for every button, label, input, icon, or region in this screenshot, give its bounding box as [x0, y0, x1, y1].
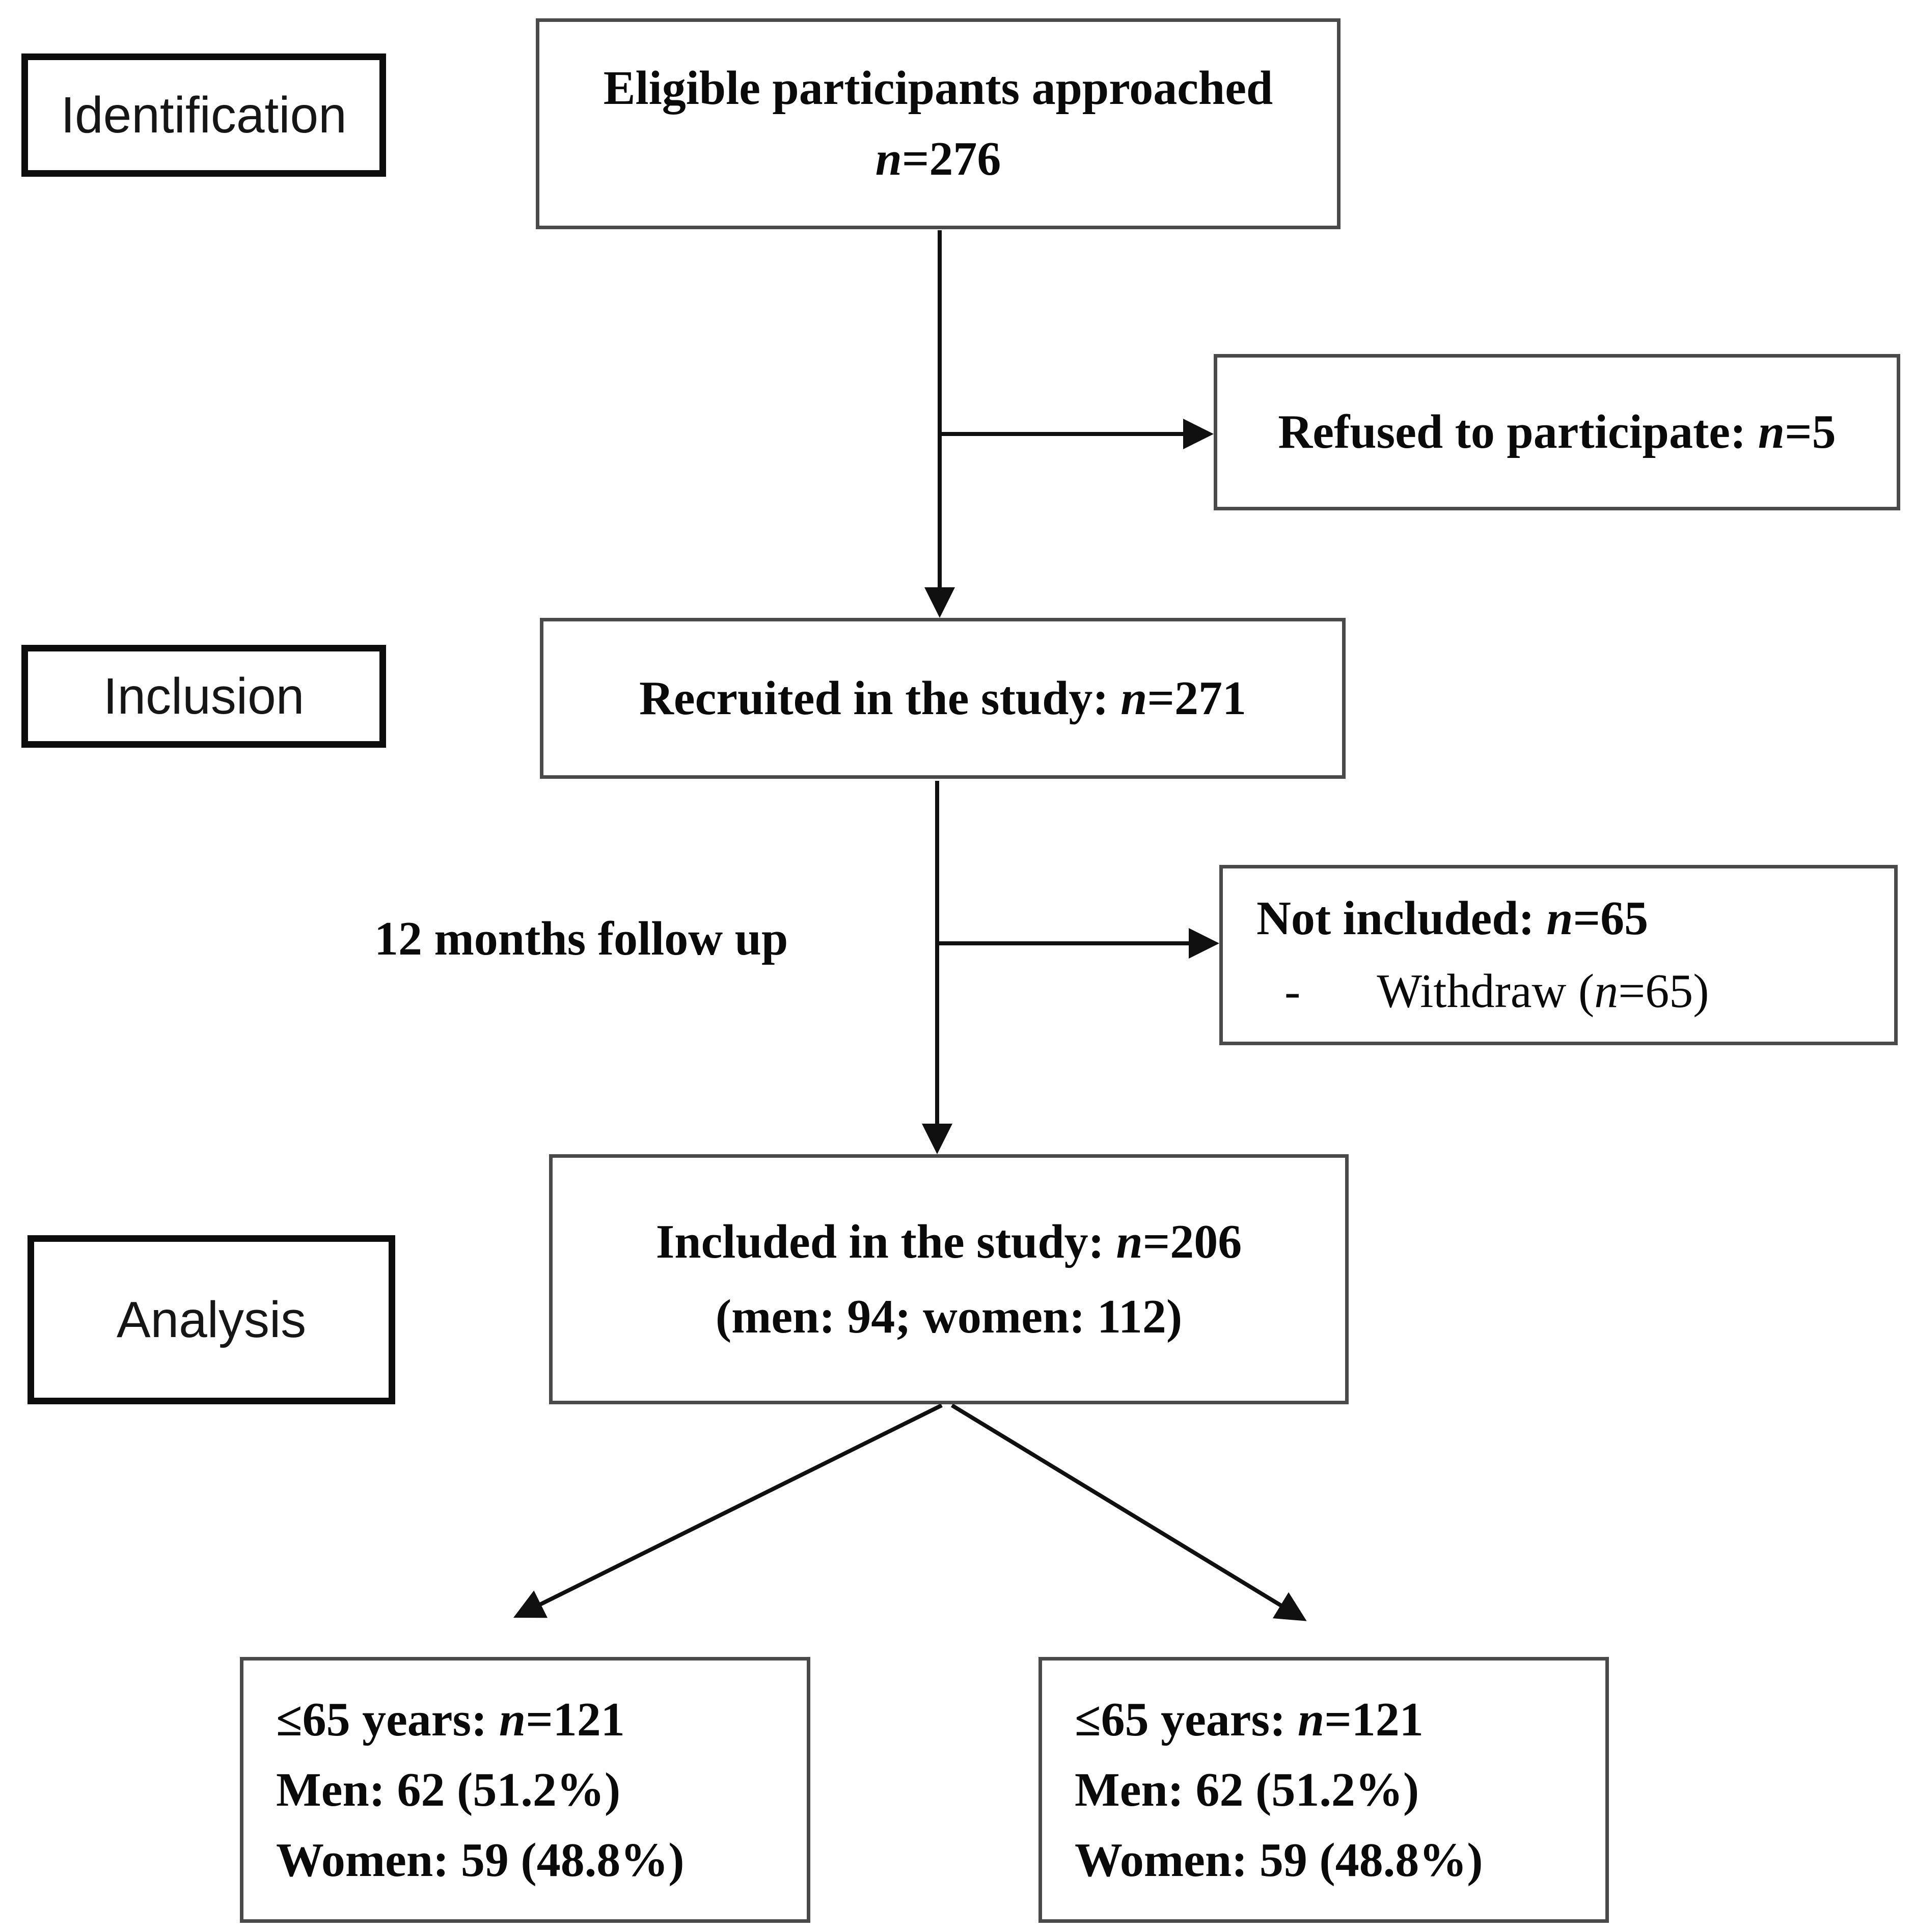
stage-label-identification — [21, 53, 386, 177]
age-right-label: ≤65 years: — [1075, 1693, 1298, 1746]
included-title — [656, 1205, 1242, 1280]
n-symbol: n — [1758, 405, 1785, 458]
included-label: Included in the study: — [655, 1215, 1116, 1268]
age-left-count-value: =121 — [526, 1693, 625, 1746]
n-symbol: n — [499, 1693, 526, 1746]
n-symbol: n — [1594, 965, 1619, 1018]
age-left-women: Women: 59 (48.8%) — [276, 1834, 685, 1887]
age-right-women: Women: 59 (48.8%) — [1075, 1834, 1483, 1887]
box-recruited — [540, 618, 1346, 779]
eligible-title-text: Eligible participants approached — [603, 61, 1273, 115]
arrow-included-to-age-right — [952, 1405, 1303, 1619]
eligible-count — [876, 124, 1001, 195]
age-left-title — [276, 1684, 625, 1755]
recruited-line — [639, 663, 1246, 734]
withdraw-label: Withdraw ( — [1377, 965, 1595, 1018]
box-not-included — [1219, 865, 1898, 1045]
box-included-in-study — [549, 1154, 1349, 1404]
not-included-label: Not included: — [1256, 892, 1547, 945]
n-symbol: n — [1297, 1693, 1325, 1746]
stage-label-identification-text: Identification — [61, 86, 347, 144]
withdraw-count-value: =65) — [1618, 965, 1709, 1018]
stage-label-analysis — [28, 1235, 395, 1404]
age-right-count-value: =121 — [1324, 1693, 1424, 1746]
age-left-men: Men: 62 (51.2%) — [276, 1763, 621, 1816]
box-age-group-right — [1038, 1657, 1609, 1923]
not-included-count-value: =65 — [1573, 892, 1649, 945]
included-subtitle — [716, 1280, 1182, 1354]
n-symbol: n — [1116, 1215, 1143, 1268]
withdraw-item — [1256, 955, 1709, 1028]
not-included-title — [1256, 882, 1648, 955]
eligible-count-value: =276 — [901, 132, 1001, 185]
eligible-title — [604, 53, 1273, 124]
withdraw-item-text — [1377, 955, 1709, 1028]
refused-label: Refused to participate: — [1278, 405, 1758, 458]
arrow-included-to-age-left — [517, 1405, 942, 1616]
refused-line — [1278, 396, 1836, 468]
n-symbol: n — [1120, 671, 1147, 725]
included-subtitle-text: (men: 94; women: 112) — [715, 1290, 1183, 1343]
box-refused-to-participate — [1214, 354, 1900, 510]
age-left-label: ≤65 years: — [276, 1693, 499, 1746]
stage-label-inclusion-text: Inclusion — [103, 667, 305, 725]
stage-label-analysis-text: Analysis — [116, 1291, 307, 1348]
followup-note — [374, 911, 863, 967]
n-symbol: n — [1546, 892, 1573, 945]
recruited-label: Recruited in the study: — [639, 671, 1121, 725]
n-symbol: n — [875, 132, 902, 185]
age-right-title — [1075, 1684, 1424, 1755]
box-eligible-approached — [536, 18, 1341, 229]
refused-count-value: =5 — [1785, 405, 1836, 458]
recruited-count-value: =271 — [1147, 671, 1247, 725]
stage-label-inclusion — [21, 645, 386, 748]
age-right-men: Men: 62 (51.2%) — [1075, 1763, 1419, 1816]
box-age-group-left — [240, 1657, 810, 1923]
followup-note-text: 12 months follow up — [374, 912, 788, 965]
dash-bullet: - — [1284, 965, 1301, 1018]
included-count-value: =206 — [1142, 1215, 1242, 1268]
